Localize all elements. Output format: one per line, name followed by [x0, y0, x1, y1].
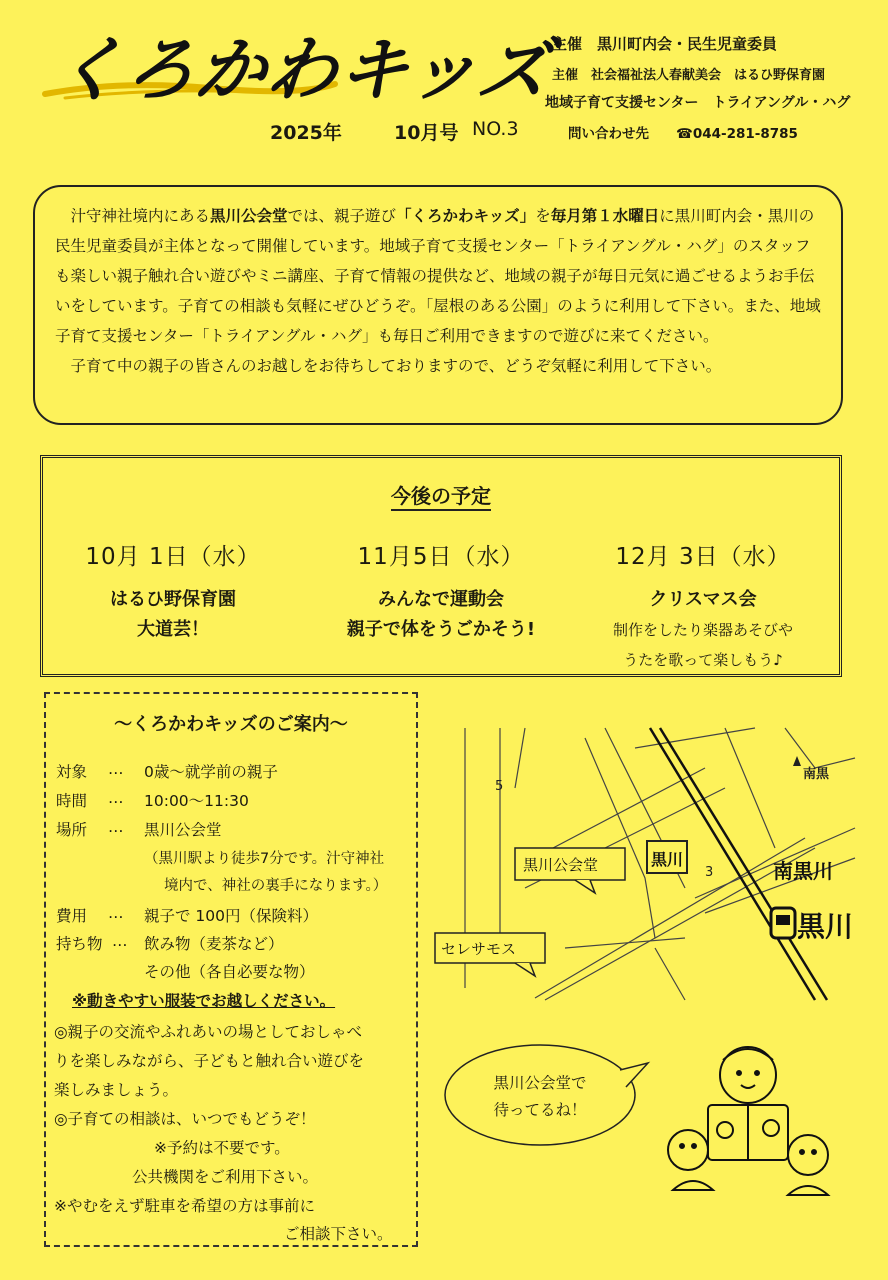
- organizer-2: 主催 社会福祉法人春献美会 はるひ野保育園: [552, 68, 826, 83]
- map-label-station: 黒川: [797, 910, 854, 943]
- dots: …: [108, 904, 124, 922]
- speech-text: 黒川公会堂で 待ってるね！: [493, 1074, 587, 1119]
- organizer-3: 地域子育て支援センター トライアングル・ハグ: [545, 95, 851, 111]
- contact-phone: 問い合わせ先 ☎044-281-8785: [568, 126, 798, 142]
- dots: …: [108, 789, 124, 807]
- note-5a: ※やむをえず駐車を希望の方は事前に: [54, 1197, 315, 1215]
- shrine-icon: [793, 756, 801, 766]
- fee-value: 親子で 100円（保険料）: [144, 907, 319, 925]
- issue-number: NO.3: [472, 118, 519, 140]
- place-note-2: 境内で、神社の裏手になります。）: [164, 878, 388, 894]
- dots: …: [108, 818, 124, 836]
- dress-note: ※動きやすい服装でお越しください。: [72, 992, 336, 1010]
- schedule-item-dec: 12月 3日（水） クリスマス会 制作をしたり楽器あそびや うたを歌って楽しもう♪: [612, 544, 793, 669]
- map-number-3: 3: [705, 865, 714, 880]
- fee-label: 費用: [56, 907, 88, 925]
- time-label: 時間: [56, 792, 88, 810]
- map-label-minami-kurokawa: 南黒川: [773, 859, 833, 883]
- items-value-2: その他（各自必要な物）: [144, 963, 315, 981]
- organizer-1: 主催 黒川町内会・民生児童委員: [552, 35, 778, 53]
- time-value: 10:00〜11:30: [144, 792, 249, 810]
- place-label: 場所: [56, 821, 88, 839]
- newsletter-title: くろかわキッズ: [48, 29, 556, 111]
- place-note-1: （黒川駅より徒歩7分です。汁守神社: [144, 851, 385, 867]
- intro-box: [33, 185, 843, 425]
- intro-paragraph-1: 汁守神社境内にある黒川公会堂では、親子遊び「くろかわキッズ」を毎月第１水曜日に黒川町内会・黒川の民生児童委員が主体となって開催しています。地域子育て支援センター「トライアングル・ハグ」のスタッフも楽しい親子触れ合い遊びやミニ講座、子育て情報の提供など、地域の親子が毎日元気に過ごせるようお手伝いをしています。子育ての相談も気軽にぜひどうぞ。「屋根のある公園」のように利用して下さい。また、地域子育て支援センター「トライアングル・ハグ」も毎日ご利用できますので遊びに来てください。: [55, 207, 821, 345]
- kids-reading-illustration: [663, 1040, 833, 1210]
- note-3: ※予約は不要です。: [154, 1139, 290, 1157]
- issue-month: 10月号: [394, 122, 459, 144]
- map-label-sere: セレサモス: [441, 940, 517, 958]
- schedule-item-oct: 10月 1日（水） はるひ野保育園 大道芸！: [85, 544, 261, 640]
- target-label: 対象: [56, 763, 88, 781]
- schedule-box: [40, 455, 842, 677]
- place-value: 黒川公会堂: [144, 821, 222, 839]
- dots: …: [112, 932, 128, 950]
- note-5b: ご相談下さい。: [284, 1225, 393, 1243]
- items-label: 持ち物: [56, 935, 103, 953]
- schedule-title: 今後の予定: [43, 480, 839, 509]
- note-1a: ◎親子の交流やふれあいの場としておしゃべ: [54, 1023, 363, 1041]
- access-map: [441, 728, 855, 1000]
- target-value: 0歳〜就学前の親子: [144, 763, 278, 781]
- map-label-kurokawa-small: 黒川: [651, 850, 684, 869]
- map-label-hall: 黒川公会堂: [523, 856, 599, 874]
- note-2: ◎子育ての相談は、いつでもどうぞ！: [54, 1110, 316, 1128]
- note-1c: 楽しみましょう。: [54, 1081, 179, 1099]
- guide-title: 〜くろかわキッズのご案内〜: [114, 714, 348, 735]
- map-number-5: 5: [495, 779, 504, 794]
- issue-year: 2025年: [270, 122, 342, 144]
- dots: …: [108, 760, 124, 778]
- intro-paragraph-2: 子育て中の親子の皆さんのお越しをお待ちしておりますので、どうぞ気軽に利用して下さい。: [70, 357, 722, 375]
- items-value-1: 飲み物（麦茶など）: [144, 935, 284, 953]
- schedule-item-nov: 11月5日（水） みんなで運動会 親子で体をうごかそう!: [346, 544, 536, 640]
- note-1b: りを楽しみながら、子どもと触れ合い遊びを: [54, 1052, 365, 1070]
- note-4: 公共機関をご利用下さい。: [132, 1168, 319, 1186]
- guide-box: [44, 692, 418, 1247]
- map-label-minami-top: 南黒: [803, 767, 830, 782]
